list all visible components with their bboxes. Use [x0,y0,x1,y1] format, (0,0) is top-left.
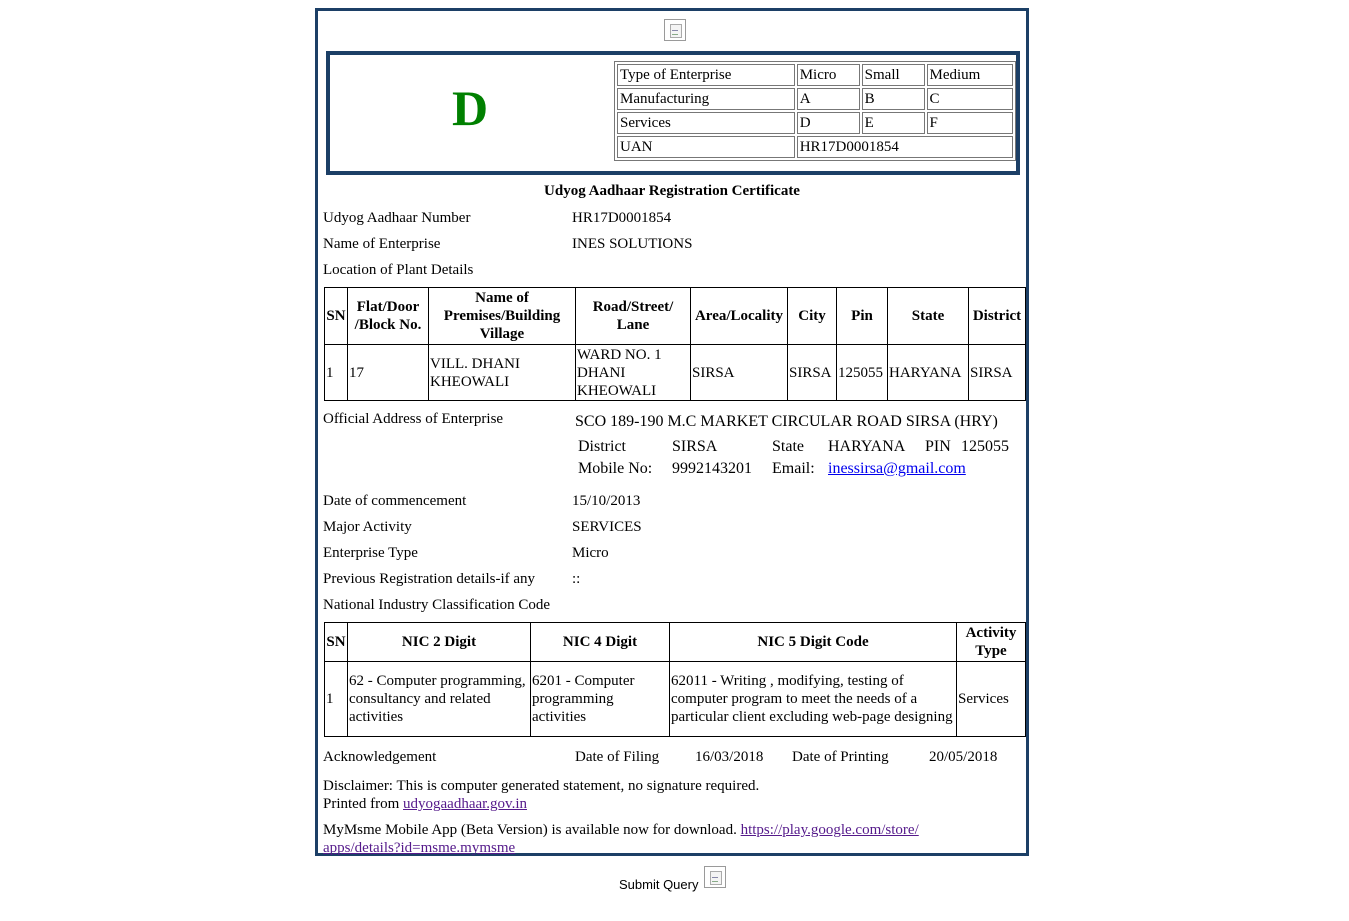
column-header: SN [325,288,348,345]
email-label: Email: [772,460,815,477]
mobile-value: 9992143201 [672,460,752,477]
column-header: District [969,288,1026,345]
nic-table [324,622,1026,737]
enterprise-type-value: Micro [572,545,609,561]
district-label: District [578,438,626,455]
official-address-line: SCO 189-190 M.C MARKET CIRCULAR ROAD SIRSA (HRY) [575,413,998,430]
table-cell: Medium [927,64,1013,86]
table-cell: Micro [797,64,860,86]
table-cell: 62 - Computer programming, consultancy and related activities [348,662,531,737]
column-header: Area/Locality [691,288,788,345]
table-header-row [325,288,1026,345]
district-value: SIRSA [672,438,718,455]
printed-from [323,795,527,813]
table-cell: C [927,88,1013,110]
submit-query-button[interactable]: Submit Query [619,877,699,892]
state-value: HARYANA [828,438,906,455]
table-header-row [325,623,1026,662]
filing-date-value: 16/03/2018 [695,749,764,765]
enterprise-grade: D [451,80,489,136]
table-cell: Services [617,112,795,134]
app-store-link-continued[interactable]: apps/details?id=msme.mymsme [323,840,516,856]
app-store-link[interactable]: https://play.google.com/store/ [740,822,919,838]
table-cell: 62011 - Writing , modifying, testing of computer program to meet the needs of a particular client excluding web-page designing [670,662,957,737]
table-cell: Type of Enterprise [617,64,795,86]
broken-image-icon [664,19,686,41]
column-header: SN [325,623,348,662]
table-cell: SIRSA [691,345,788,401]
enterprise-type-label: Enterprise Type [323,545,418,561]
printed-from-link[interactable]: udyogaadhaar.gov.in [403,796,527,812]
enterprise-name-value: INES SOLUTIONS [572,236,693,252]
previous-registration-label: Previous Registration details-if any [323,571,536,587]
broken-image-icon[interactable] [704,866,726,888]
table-cell: Small [862,64,925,86]
table-cell: Services [957,662,1026,737]
column-header: State [888,288,969,345]
uan-value-cell: HR17D0001854 [797,136,1013,158]
commencement-value: 15/10/2013 [572,493,641,509]
table-cell: E [862,112,925,134]
major-activity-label: Major Activity [323,519,412,535]
table-cell: 1 [325,345,348,401]
column-header: Road/Street/ Lane [576,288,691,345]
plant-table [324,287,1026,401]
table-cell: HARYANA [888,345,969,401]
uan-label-cell: UAN [617,136,795,158]
previous-registration-value: :: [572,571,581,587]
column-header: Pin [837,288,888,345]
table-cell: B [862,88,925,110]
disclaimer-text: Disclaimer: This is computer generated statement, no signature required. [323,778,760,794]
table-row [617,136,1013,158]
table-cell: 125055 [837,345,888,401]
column-header: NIC 5 Digit Code [670,623,957,662]
major-activity-value: SERVICES [572,519,642,535]
table-row [617,112,1013,134]
classification-box [326,51,1020,175]
nic-label: National Industry Classification Code [323,597,551,613]
printing-date-label: Date of Printing [792,749,889,765]
column-header: NIC 4 Digit [531,623,670,662]
table-cell: 17 [348,345,429,401]
printed-from-label: Printed from [323,796,400,812]
table-cell: 1 [325,662,348,737]
official-address-label: Official Address of Enterprise [323,411,504,427]
app-text: MyMsme Mobile App (Beta Version) is available now for download. [323,822,737,838]
mobile-label: Mobile No: [578,460,653,477]
column-header: Activity Type [957,623,1026,662]
table-cell: F [927,112,1013,134]
filing-date-label: Date of Filing [575,749,660,765]
email-link[interactable]: inessirsa@gmail.com [828,460,966,477]
table-row [325,662,1026,737]
printing-date-value: 20/05/2018 [929,749,998,765]
column-header: Flat/Door /Block No. [348,288,429,345]
table-cell: VILL. DHANI KHEOWALI [429,345,576,401]
column-header: Name of Premises/Building Village [429,288,576,345]
state-label: State [772,438,804,455]
table-cell: SIRSA [788,345,837,401]
acknowledgement-label: Acknowledgement [323,749,437,765]
pin-value: 125055 [961,438,1009,455]
certificate-page [315,8,1029,856]
table-cell: D [797,112,860,134]
plant-location-label: Location of Plant Details [323,262,474,278]
commencement-label: Date of commencement [323,493,467,509]
column-header: NIC 2 Digit [348,623,531,662]
table-cell: SIRSA [969,345,1026,401]
table-row [617,88,1013,110]
table-cell: A [797,88,860,110]
classification-table [614,61,1016,161]
enterprise-name-label: Name of Enterprise [323,236,441,252]
uan-value: HR17D0001854 [572,210,672,226]
table-cell: 6201 - Computer programming activities [531,662,670,737]
table-cell: Manufacturing [617,88,795,110]
column-header: City [788,288,837,345]
table-row [617,64,1013,86]
pin-label: PIN [925,438,951,455]
table-row [325,345,1026,401]
uan-label: Udyog Aadhaar Number [323,210,471,226]
app-availability [323,821,919,839]
certificate-title: Udyog Aadhaar Registration Certificate [544,183,800,199]
table-cell: WARD NO. 1 DHANI KHEOWALI [576,345,691,401]
